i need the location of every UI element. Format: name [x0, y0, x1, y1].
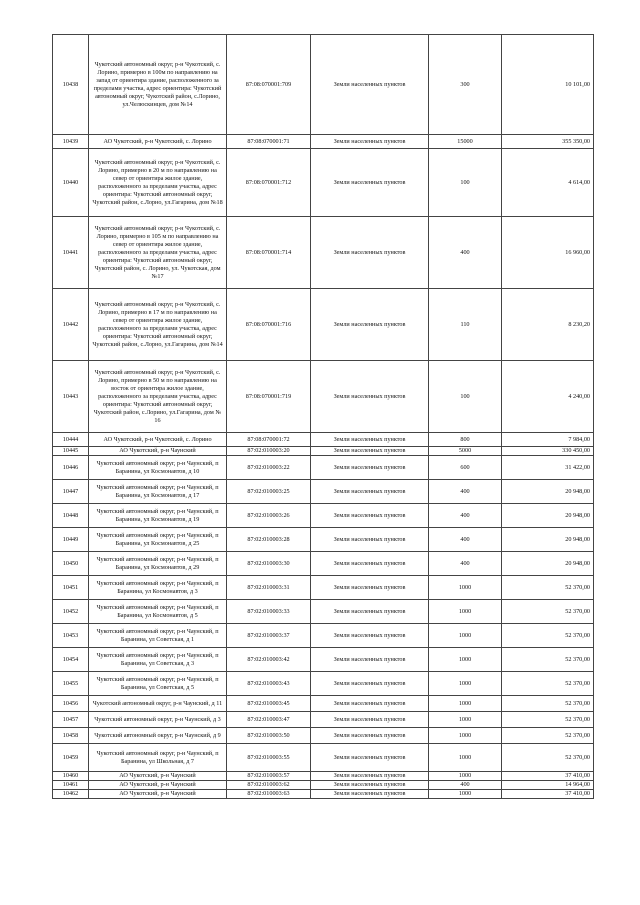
row-area: 1000 — [429, 772, 502, 781]
row-number: 10443 — [53, 361, 89, 433]
row-cost: 10 101,00 — [502, 35, 594, 135]
row-land-category: Земли населенных пунктов — [311, 728, 429, 744]
row-address: Чукотский автономный округ, р-н Чукотский, с. Лорино, примерно в 17 м по направлению на север от ориентира жилое здание, расположенного за пределами участка, адрес ориентира: Чукотский автономный округ, Чукотский район, с.Лорно, ул.Гагарина, дом №14 — [89, 289, 227, 361]
row-cost: 52 370,00 — [502, 728, 594, 744]
row-cadastral-number: 87:08:070001:709 — [227, 35, 311, 135]
row-area: 1000 — [429, 696, 502, 712]
row-land-category: Земли населенных пунктов — [311, 696, 429, 712]
row-area: 100 — [429, 361, 502, 433]
row-land-category: Земли населенных пунктов — [311, 135, 429, 149]
row-cadastral-number: 87:02:010003:37 — [227, 624, 311, 648]
row-cost: 7 984,00 — [502, 433, 594, 447]
row-cost: 31 422,00 — [502, 456, 594, 480]
row-address: Чукотский автономный округ, р-н Чукотский, с. Лорино, примерно в 100м по направлению на запад от ориентира здание, расположенного за пределами участка, адрес ориентира: Чукотский автономный округ, Чукотский район, с.Лорино, ул.Челюскинцев, дом №14 — [89, 35, 227, 135]
row-cost: 52 370,00 — [502, 712, 594, 728]
row-address: АО Чукотский, р-н Чаунский — [89, 790, 227, 799]
table-row — [53, 149, 594, 217]
row-area: 1000 — [429, 712, 502, 728]
row-address: Чукотский автономный округ, р-н Чаунский, д 11 — [89, 696, 227, 712]
row-cadastral-number: 87:02:010003:31 — [227, 576, 311, 600]
row-area: 400 — [429, 781, 502, 790]
table-row — [53, 552, 594, 576]
row-number: 10462 — [53, 790, 89, 799]
row-cadastral-number: 87:02:010003:45 — [227, 696, 311, 712]
row-area: 400 — [429, 552, 502, 576]
row-land-category: Земли населенных пунктов — [311, 361, 429, 433]
row-cost: 52 370,00 — [502, 600, 594, 624]
row-cost: 52 370,00 — [502, 744, 594, 772]
table-row — [53, 744, 594, 772]
row-number: 10441 — [53, 217, 89, 289]
row-address: АО Чукотский, р-н Чукотский, с. Лорино — [89, 135, 227, 149]
row-land-category: Земли населенных пунктов — [311, 433, 429, 447]
row-land-category: Земли населенных пунктов — [311, 772, 429, 781]
row-cost: 16 960,00 — [502, 217, 594, 289]
table-row — [53, 772, 594, 781]
table-row — [53, 433, 594, 447]
row-cost: 330 450,00 — [502, 447, 594, 456]
row-land-category: Земли населенных пунктов — [311, 217, 429, 289]
row-cadastral-number: 87:02:010003:50 — [227, 728, 311, 744]
table-row — [53, 480, 594, 504]
row-area: 400 — [429, 217, 502, 289]
row-cost: 20 948,00 — [502, 552, 594, 576]
row-cadastral-number: 87:02:010003:43 — [227, 672, 311, 696]
row-address: Чукотский автономный округ, р-н Чаунский, п Баранина, ул Советская, д 1 — [89, 624, 227, 648]
row-land-category: Земли населенных пунктов — [311, 504, 429, 528]
row-area: 800 — [429, 433, 502, 447]
row-number: 10439 — [53, 135, 89, 149]
row-cadastral-number: 87:08:070001:72 — [227, 433, 311, 447]
row-area: 400 — [429, 528, 502, 552]
row-number: 10450 — [53, 552, 89, 576]
row-land-category: Земли населенных пунктов — [311, 672, 429, 696]
row-cadastral-number: 87:02:010003:57 — [227, 772, 311, 781]
table-row — [53, 217, 594, 289]
row-address: АО Чукотский, р-н Чукотский, с. Лорино — [89, 433, 227, 447]
row-cost: 8 230,20 — [502, 289, 594, 361]
row-cadastral-number: 87:02:010003:20 — [227, 447, 311, 456]
row-cadastral-number: 87:02:010003:62 — [227, 781, 311, 790]
row-cadastral-number: 87:02:010003:30 — [227, 552, 311, 576]
row-land-category: Земли населенных пунктов — [311, 552, 429, 576]
row-address: Чукотский автономный округ, р-н Чаунский, п Баранина, ул Космонавтов, д 3 — [89, 576, 227, 600]
row-number: 10456 — [53, 696, 89, 712]
row-number: 10438 — [53, 35, 89, 135]
row-address: Чукотский автономный округ, р-н Чаунский, п Баранина, ул Космонавтов, д 17 — [89, 480, 227, 504]
row-land-category: Земли населенных пунктов — [311, 790, 429, 799]
row-cadastral-number: 87:02:010003:22 — [227, 456, 311, 480]
row-address: Чукотский автономный округ, р-н Чаунский, п Баранина, ул Космонавтов, д 29 — [89, 552, 227, 576]
row-address: Чукотский автономный округ, р-н Чаунский, п Баранина, ул Космонавтов, д 19 — [89, 504, 227, 528]
row-land-category: Земли населенных пунктов — [311, 447, 429, 456]
row-area: 100 — [429, 149, 502, 217]
row-cost: 20 948,00 — [502, 528, 594, 552]
row-number: 10461 — [53, 781, 89, 790]
row-address: АО Чукотский, р-н Чаунский — [89, 772, 227, 781]
row-cadastral-number: 87:02:010003:28 — [227, 528, 311, 552]
row-land-category: Земли населенных пунктов — [311, 149, 429, 217]
row-cost: 14 964,00 — [502, 781, 594, 790]
row-area: 1000 — [429, 728, 502, 744]
row-area: 400 — [429, 504, 502, 528]
row-land-category: Земли населенных пунктов — [311, 744, 429, 772]
table-row — [53, 35, 594, 135]
row-address: Чукотский автономный округ, р-н Чаунский, п Баранина, ул Космонавтов, д 5 — [89, 600, 227, 624]
row-number: 10447 — [53, 480, 89, 504]
row-cadastral-number: 87:02:010003:55 — [227, 744, 311, 772]
row-cost: 355 350,00 — [502, 135, 594, 149]
table-row — [53, 712, 594, 728]
row-land-category: Земли населенных пунктов — [311, 781, 429, 790]
row-cost: 37 410,00 — [502, 772, 594, 781]
table-row — [53, 600, 594, 624]
table-row — [53, 728, 594, 744]
table-row — [53, 447, 594, 456]
document-page — [52, 34, 593, 799]
row-cadastral-number: 87:02:010003:42 — [227, 648, 311, 672]
row-number: 10451 — [53, 576, 89, 600]
row-number: 10459 — [53, 744, 89, 772]
row-area: 1000 — [429, 624, 502, 648]
table-row — [53, 672, 594, 696]
row-cadastral-number: 87:02:010003:33 — [227, 600, 311, 624]
table-row — [53, 648, 594, 672]
row-land-category: Земли населенных пунктов — [311, 712, 429, 728]
table-row — [53, 135, 594, 149]
row-area: 300 — [429, 35, 502, 135]
row-cost: 37 410,00 — [502, 790, 594, 799]
row-cadastral-number: 87:08:070001:71 — [227, 135, 311, 149]
table-row — [53, 790, 594, 799]
row-cadastral-number: 87:02:010003:25 — [227, 480, 311, 504]
row-area: 600 — [429, 456, 502, 480]
row-number: 10458 — [53, 728, 89, 744]
table-row — [53, 576, 594, 600]
table-row — [53, 528, 594, 552]
row-cost: 20 948,00 — [502, 504, 594, 528]
row-area: 5000 — [429, 447, 502, 456]
row-land-category: Земли населенных пунктов — [311, 576, 429, 600]
row-cost: 52 370,00 — [502, 672, 594, 696]
row-cost: 52 370,00 — [502, 696, 594, 712]
row-address: Чукотский автономный округ, р-н Чаунский, п Баранина, ул Советская, д 5 — [89, 672, 227, 696]
row-area: 1000 — [429, 744, 502, 772]
row-address: Чукотский автономный округ, р-н Чаунский, д 9 — [89, 728, 227, 744]
table-row — [53, 696, 594, 712]
row-land-category: Земли населенных пунктов — [311, 624, 429, 648]
row-number: 10442 — [53, 289, 89, 361]
row-number: 10445 — [53, 447, 89, 456]
row-number: 10448 — [53, 504, 89, 528]
row-cadastral-number: 87:08:070001:714 — [227, 217, 311, 289]
table-row — [53, 504, 594, 528]
row-number: 10444 — [53, 433, 89, 447]
row-address: Чукотский автономный округ, р-н Чаунский, п Баранина, ул Советская, д 3 — [89, 648, 227, 672]
row-cadastral-number: 87:08:070001:712 — [227, 149, 311, 217]
row-address: АО Чукотский, р-н Чаунский — [89, 447, 227, 456]
row-area: 400 — [429, 480, 502, 504]
row-cadastral-number: 87:02:010003:63 — [227, 790, 311, 799]
row-area: 1000 — [429, 600, 502, 624]
row-land-category: Земли населенных пунктов — [311, 289, 429, 361]
table-row — [53, 456, 594, 480]
row-address: Чукотский автономный округ, р-н Чукотский, с. Лорино, примерно в 105 м по направлению на север от ориентира жилое здание, расположенного за пределами участка, адрес ориентира: Чукотский автономный округ, Чукотский район, с. Лорино, ул. Чукотская, дом №17 — [89, 217, 227, 289]
row-area: 1000 — [429, 576, 502, 600]
row-area: 1000 — [429, 648, 502, 672]
row-address: АО Чукотский, р-н Чаунский — [89, 781, 227, 790]
row-number: 10457 — [53, 712, 89, 728]
row-cost: 20 948,00 — [502, 480, 594, 504]
row-cadastral-number: 87:02:010003:47 — [227, 712, 311, 728]
row-address: Чукотский автономный округ, р-н Чаунский, п Баранина, ул Космонавтов, д 25 — [89, 528, 227, 552]
row-cost: 4 614,00 — [502, 149, 594, 217]
row-area: 1000 — [429, 790, 502, 799]
table-row — [53, 781, 594, 790]
row-cadastral-number: 87:02:010003:26 — [227, 504, 311, 528]
row-land-category: Земли населенных пунктов — [311, 600, 429, 624]
table-body — [53, 35, 594, 799]
row-address: Чукотский автономный округ, р-н Чаунский, д 3 — [89, 712, 227, 728]
row-land-category: Земли населенных пунктов — [311, 35, 429, 135]
row-area: 1000 — [429, 672, 502, 696]
row-number: 10460 — [53, 772, 89, 781]
row-cost: 52 370,00 — [502, 576, 594, 600]
table-row — [53, 289, 594, 361]
row-area: 110 — [429, 289, 502, 361]
row-number: 10452 — [53, 600, 89, 624]
row-number: 10440 — [53, 149, 89, 217]
row-number: 10449 — [53, 528, 89, 552]
row-address: Чукотский автономный округ, р-н Чукотский, с. Лорино, примерно в 20 м по направлению на север от ориентира жилое здание, расположенного за пределами участка, адрес ориентира: Чукотский автономный округ, Чукотский район, с.Лорно, ул.Гагарина, дом №18 — [89, 149, 227, 217]
row-land-category: Земли населенных пунктов — [311, 648, 429, 672]
row-number: 10453 — [53, 624, 89, 648]
row-cost: 52 370,00 — [502, 648, 594, 672]
row-cost: 4 240,00 — [502, 361, 594, 433]
row-area: 15000 — [429, 135, 502, 149]
row-cadastral-number: 87:08:070001:719 — [227, 361, 311, 433]
row-land-category: Земли населенных пунктов — [311, 456, 429, 480]
row-address: Чукотский автономный округ, р-н Чаунский, п Баранина, ул Школьная, д 7 — [89, 744, 227, 772]
row-address: Чукотский автономный округ, р-н Чаунский, п Баранина, ул Космонавтов, д 10 — [89, 456, 227, 480]
row-address: Чукотский автономный округ, р-н Чукотский, с. Лорино, примерно в 50 м по направлению на восток от ориентира жилое здание, расположенного за пределами участка, адрес ориентира: Чукотский автономный округ, Чукотский район, с.Лорино, ул.Гагарина, дом № 16 — [89, 361, 227, 433]
row-land-category: Земли населенных пунктов — [311, 480, 429, 504]
table-row — [53, 361, 594, 433]
land-plots-table — [52, 34, 594, 799]
row-cadastral-number: 87:08:070001:716 — [227, 289, 311, 361]
row-number: 10446 — [53, 456, 89, 480]
row-number: 10455 — [53, 672, 89, 696]
row-cost: 52 370,00 — [502, 624, 594, 648]
row-number: 10454 — [53, 648, 89, 672]
table-row — [53, 624, 594, 648]
row-land-category: Земли населенных пунктов — [311, 528, 429, 552]
